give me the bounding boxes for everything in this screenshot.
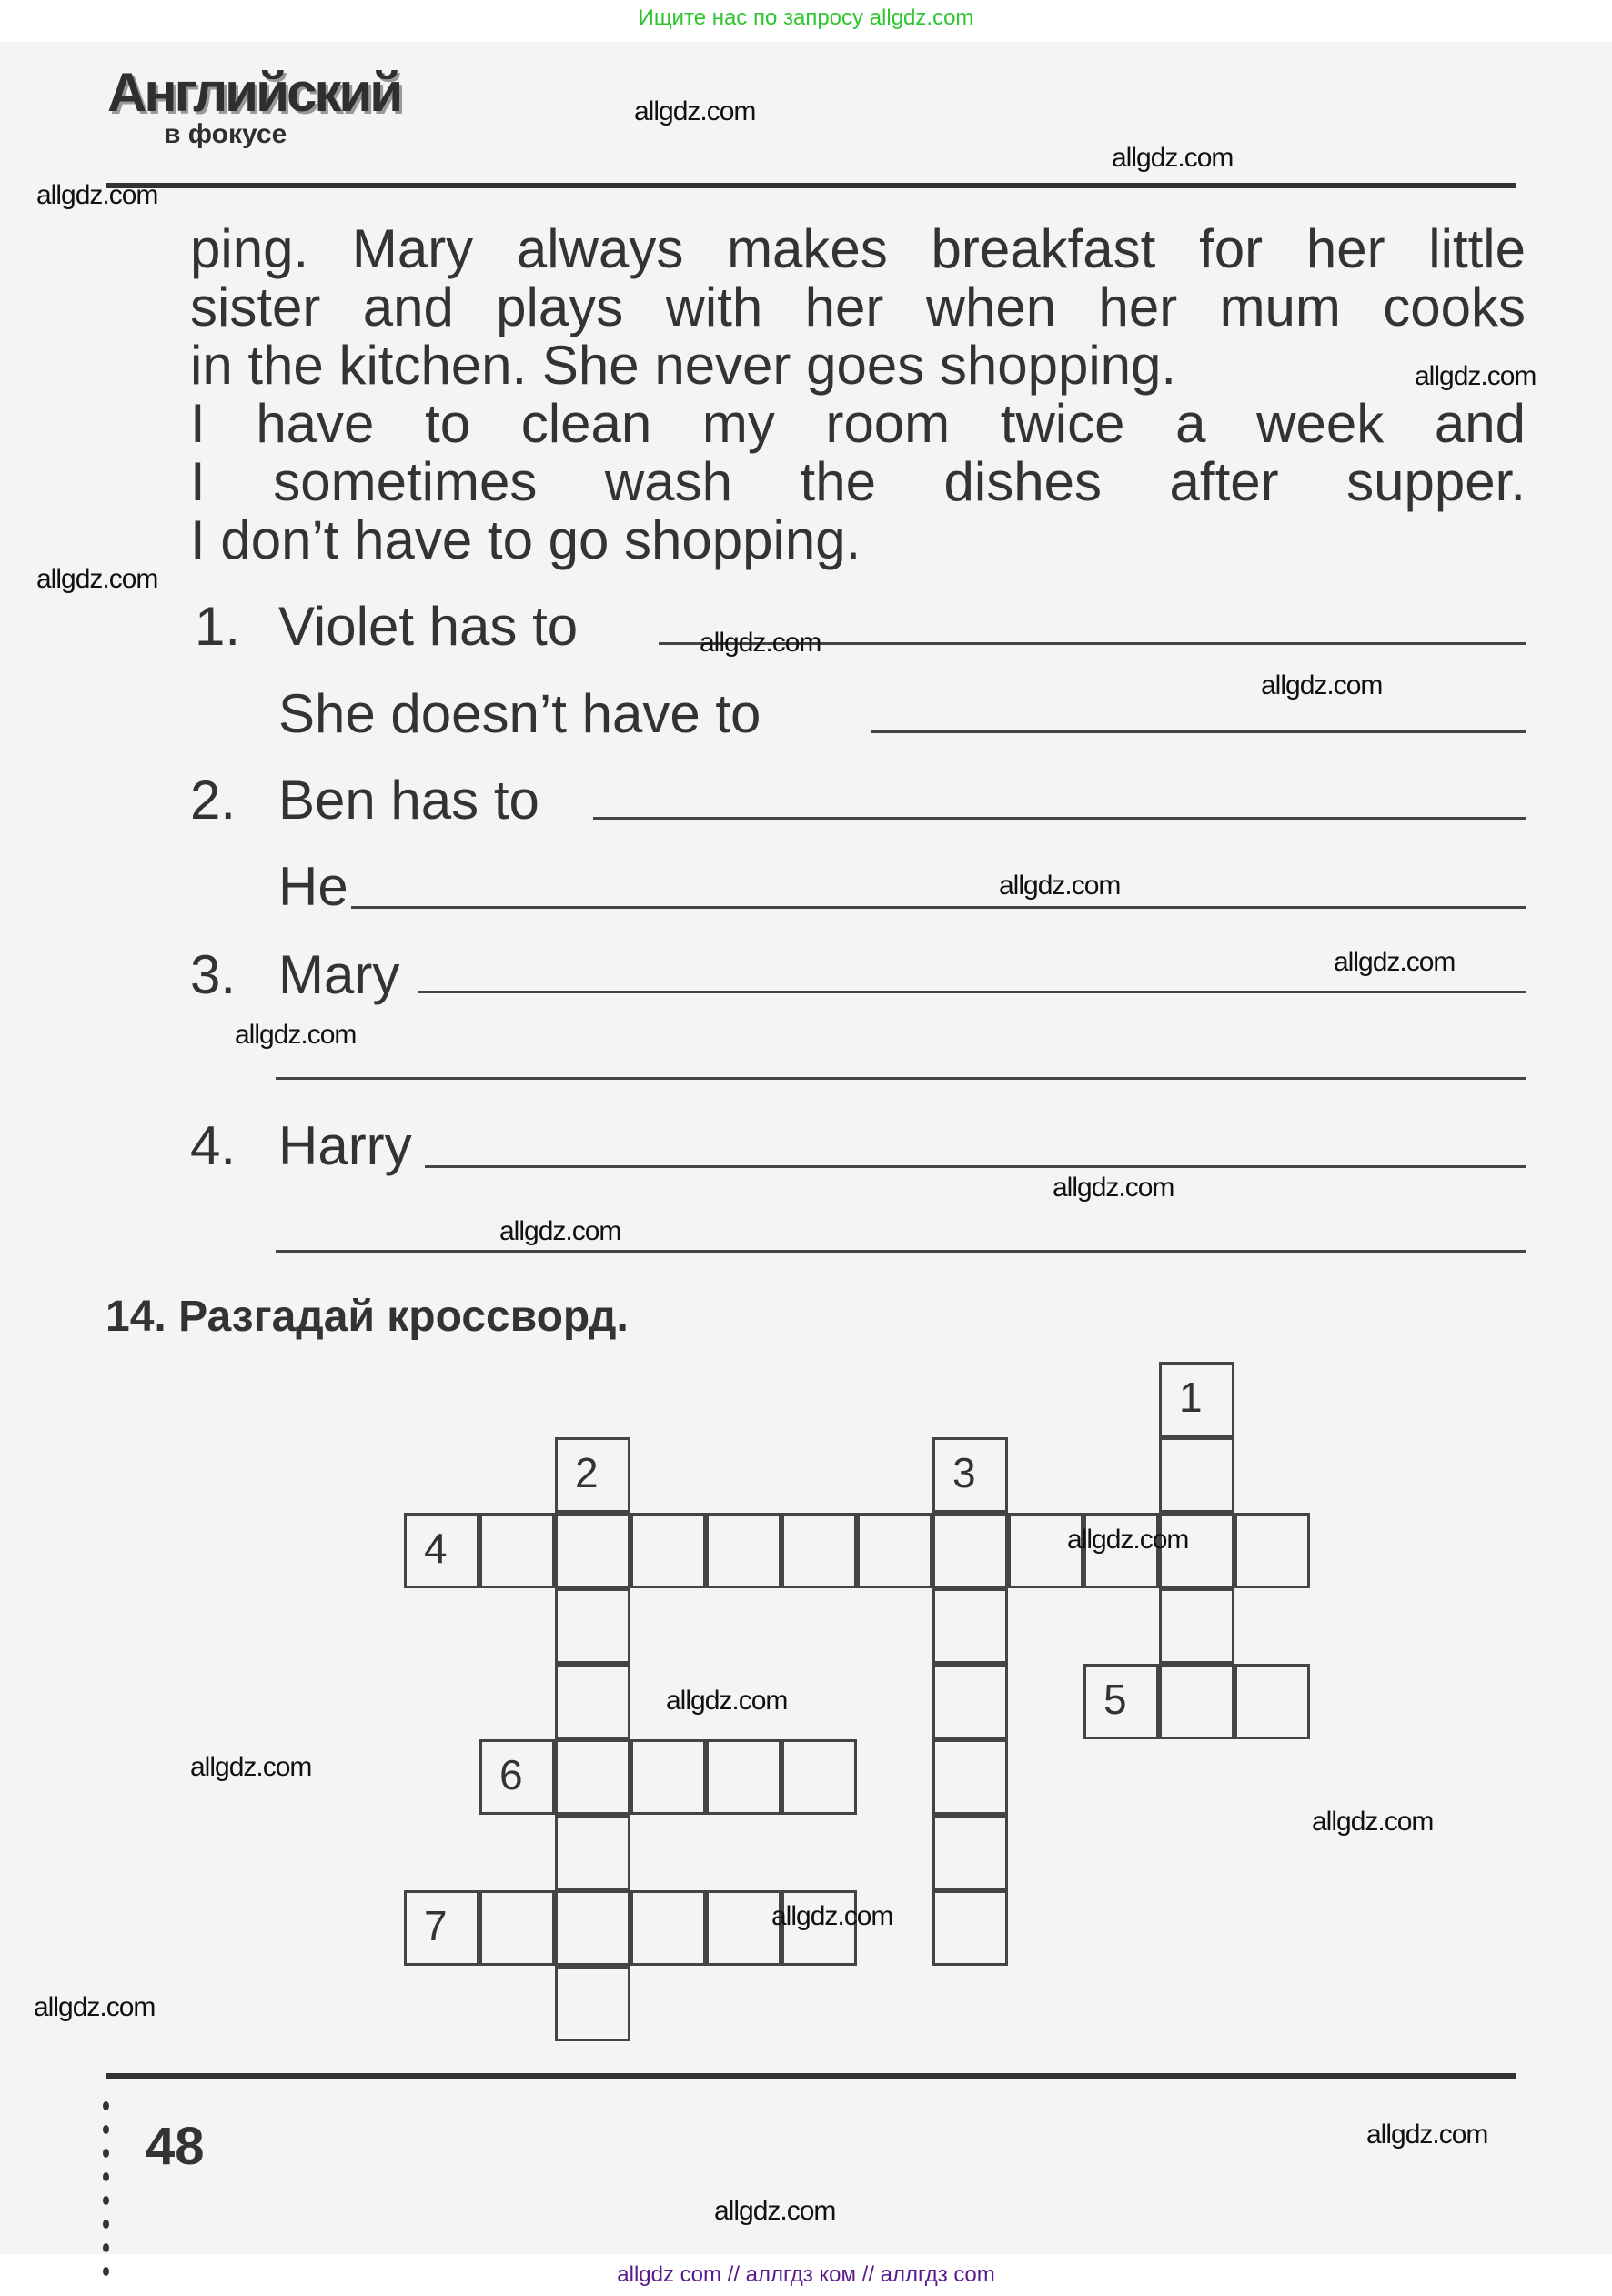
search-banner[interactable]: Ищите нас по запросу allgdz.com xyxy=(638,5,974,30)
clue-number: 7 xyxy=(424,1902,448,1949)
watermark-text: allgdz.com xyxy=(1112,143,1234,173)
text-line: ping. Mary always makes breakfast for her little xyxy=(190,218,1526,279)
watermark-text: allgdz.com xyxy=(1261,670,1383,700)
crossword-cell[interactable] xyxy=(706,1513,781,1588)
watermark-text: allgdz.com xyxy=(1366,2120,1488,2150)
crossword-cell[interactable] xyxy=(479,1513,555,1588)
question-prompt: She doesn’t have to xyxy=(278,683,761,744)
crossword-cell[interactable] xyxy=(857,1513,932,1588)
header-rule xyxy=(106,183,1516,188)
crossword-cell[interactable] xyxy=(555,1966,630,2041)
crossword-cell[interactable] xyxy=(706,1890,781,1966)
crossword-cell[interactable] xyxy=(781,1739,857,1815)
question-prompt: Harry xyxy=(278,1115,412,1176)
watermark-text: allgdz.com xyxy=(999,871,1121,901)
crossword-cell[interactable] xyxy=(555,1890,630,1966)
logo-subtitle: в фокусе xyxy=(164,119,287,149)
watermark-text: allgdz.com xyxy=(771,1901,893,1931)
clue-number: 6 xyxy=(499,1751,523,1798)
question-prompt: Violet has to xyxy=(278,596,579,657)
question-number: 3. xyxy=(190,944,237,1005)
watermark-text: allgdz.com xyxy=(1334,947,1456,977)
watermark-text: allgdz.com xyxy=(34,1992,156,2022)
edge-dot xyxy=(103,2125,109,2134)
task-14-heading: 14. Разгадай кроссворд. xyxy=(106,1293,629,1341)
crossword-cell[interactable] xyxy=(1159,1588,1234,1664)
crossword-cell[interactable] xyxy=(555,1739,630,1815)
question-prompt: Mary xyxy=(278,944,400,1005)
crossword-cell[interactable] xyxy=(1159,1664,1234,1739)
crossword-cell[interactable] xyxy=(932,1513,1008,1588)
watermark-text: allgdz.com xyxy=(235,1020,357,1050)
question-number: 2. xyxy=(190,770,237,831)
answer-line[interactable] xyxy=(871,730,1526,733)
edge-dot xyxy=(103,2101,109,2110)
page-number: 48 xyxy=(146,2117,205,2176)
watermark-text: allgdz.com xyxy=(666,1686,788,1716)
text-line: I don’t have to go shopping. xyxy=(190,509,861,570)
edge-dot xyxy=(103,2220,109,2229)
crossword-cell[interactable] xyxy=(555,1513,630,1588)
crossword-cell[interactable] xyxy=(706,1739,781,1815)
crossword-cell[interactable] xyxy=(555,1588,630,1664)
clue-number: 1 xyxy=(1179,1374,1203,1421)
logo-title: Английский xyxy=(107,62,401,123)
clue-number: 4 xyxy=(424,1525,448,1572)
edge-dot xyxy=(103,2196,109,2205)
crossword-cell[interactable] xyxy=(1159,1437,1234,1513)
footer-links[interactable]: allgdz com // аллгдз ком // аллгдз com xyxy=(617,2262,995,2287)
answer-line[interactable] xyxy=(276,1077,1526,1080)
crossword-cell[interactable] xyxy=(932,1588,1008,1664)
text-line: in the kitchen. She never goes shopping. xyxy=(190,335,1177,396)
watermark-text: allgdz.com xyxy=(499,1216,621,1246)
crossword-cell[interactable] xyxy=(1234,1664,1310,1739)
text-line: I sometimes wash the dishes after supper. xyxy=(190,451,1526,512)
answer-line[interactable] xyxy=(418,991,1526,993)
watermark-text: allgdz.com xyxy=(634,96,756,126)
edge-dot xyxy=(103,2243,109,2252)
crossword-cell[interactable] xyxy=(630,1513,706,1588)
crossword-cell[interactable] xyxy=(932,1739,1008,1815)
watermark-text: allgdz.com xyxy=(1415,361,1536,391)
crossword-cell[interactable] xyxy=(932,1664,1008,1739)
text-line: I have to clean my room twice a week and xyxy=(190,393,1526,454)
answer-line[interactable] xyxy=(351,906,1526,909)
edge-dot xyxy=(103,2149,109,2158)
watermark-text: allgdz.com xyxy=(190,1752,312,1782)
text-line: sister and plays with her when her mum cooks xyxy=(190,277,1526,337)
clue-number: 5 xyxy=(1103,1676,1127,1723)
answer-line[interactable] xyxy=(276,1250,1526,1253)
watermark-text: allgdz.com xyxy=(714,2196,836,2226)
crossword-cell[interactable] xyxy=(479,1890,555,1966)
watermark-text: allgdz.com xyxy=(36,180,158,210)
question-number: 4. xyxy=(190,1115,237,1176)
watermark-text: allgdz.com xyxy=(700,628,821,658)
question-number: 1. xyxy=(195,596,241,657)
watermark-text: allgdz.com xyxy=(1312,1807,1434,1837)
reading-text xyxy=(190,220,1526,569)
book-logo xyxy=(107,62,401,149)
answer-line[interactable] xyxy=(593,817,1526,820)
crossword-cell[interactable] xyxy=(555,1664,630,1739)
clue-number: 3 xyxy=(952,1449,976,1496)
crossword-cell[interactable] xyxy=(630,1739,706,1815)
crossword-cell[interactable] xyxy=(630,1890,706,1966)
crossword-cell[interactable] xyxy=(555,1815,630,1890)
crossword-cell[interactable] xyxy=(781,1513,857,1588)
answer-line[interactable] xyxy=(425,1165,1526,1168)
footer-rule xyxy=(106,2073,1516,2079)
question-prompt: Ben has to xyxy=(278,770,539,831)
question-prompt: He xyxy=(278,856,348,917)
crossword-cell[interactable] xyxy=(932,1890,1008,1966)
edge-dot xyxy=(103,2172,109,2181)
crossword-cell[interactable] xyxy=(1234,1513,1310,1588)
watermark-text: allgdz.com xyxy=(1067,1525,1189,1555)
watermark-text: allgdz.com xyxy=(1053,1173,1174,1203)
clue-number: 2 xyxy=(575,1449,599,1496)
watermark-text: allgdz.com xyxy=(36,564,158,594)
crossword-cell[interactable] xyxy=(932,1815,1008,1890)
